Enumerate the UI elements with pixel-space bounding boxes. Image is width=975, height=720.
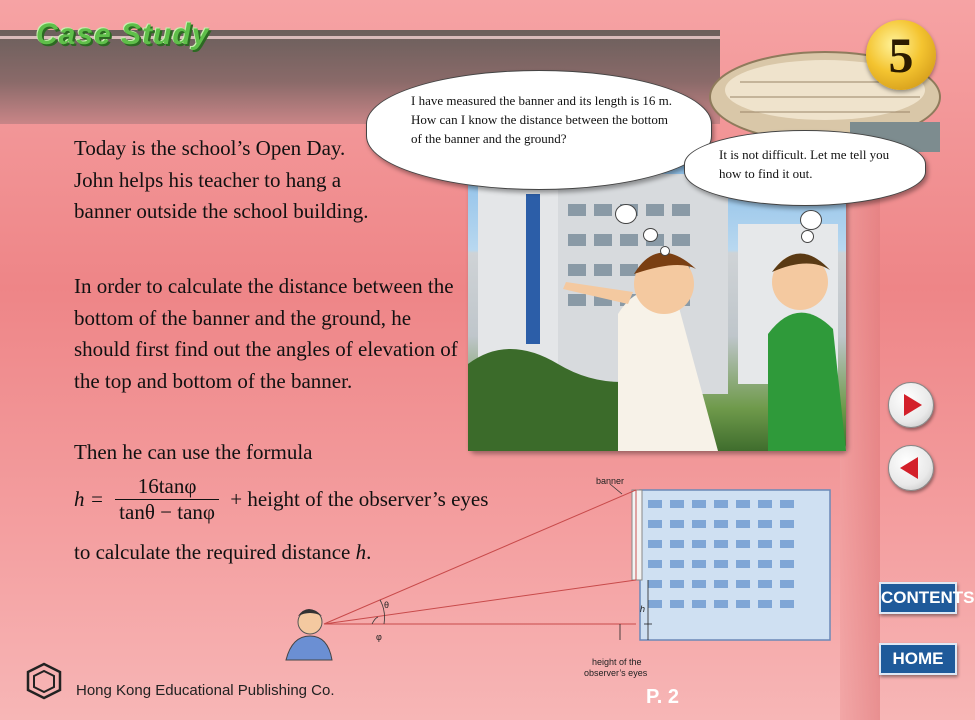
next-page-button[interactable] <box>888 382 934 428</box>
h-label: h <box>640 604 646 614</box>
conclusion-variable: h <box>355 540 367 564</box>
chapter-badge <box>866 20 936 90</box>
method-paragraph: In order to calculate the distance between the bottom of the banner and the ground, he should first find out the angles of elevation of the top and bottom of the banner. <box>74 274 458 393</box>
thought-dot <box>801 230 814 243</box>
publisher-name: Hong Kong Educational Publishing Co. <box>76 682 335 699</box>
previous-page-button[interactable] <box>888 445 934 491</box>
left-arrow-icon <box>889 446 933 490</box>
formula-suffix: + height of the observer’s eyes <box>230 487 489 511</box>
teacher-speech-text: It is not difficult. Let me tell you how to find it out. <box>719 147 890 181</box>
observer-figure <box>286 609 332 660</box>
thought-dot <box>800 210 822 230</box>
thought-dot <box>643 228 658 242</box>
teacher-speech-bubble <box>684 130 926 206</box>
contents-button[interactable]: CONTENTS <box>879 582 957 614</box>
school-photo <box>468 164 846 451</box>
formula-denominator: tanθ − tanφ <box>119 500 216 524</box>
thought-dot <box>660 246 670 256</box>
formula-lhs: h = <box>74 487 104 511</box>
intro-paragraph: Today is the school’s Open Day. John helps his teacher to hang a banner outside the school building. <box>74 136 369 223</box>
formula-numerator: 16tanφ <box>115 474 219 500</box>
publisher-logo <box>24 660 64 700</box>
john-speech-bubble <box>366 70 712 190</box>
phi-label: φ <box>376 632 382 642</box>
eyes-label-line1: height of the <box>592 657 642 667</box>
john-speech-text: I have measured the banner and its length is 16 m. How can I know the distance between the bottom of the banner and the ground? <box>411 93 673 146</box>
conclusion-text: to calculate the required distance <box>74 540 356 564</box>
thought-dot <box>615 204 637 224</box>
conclusion-period: . <box>366 540 372 564</box>
theta-label: θ <box>384 600 390 610</box>
page-number: P. 2 <box>646 686 679 708</box>
banner-label: banner <box>596 476 625 486</box>
chapter-number: 5 <box>888 27 914 83</box>
formula-intro: Then he can use the formula <box>74 440 313 464</box>
home-button[interactable]: HOME <box>879 643 957 675</box>
formula-fraction <box>115 474 219 525</box>
eyes-label-line2: observer’s eyes <box>584 668 648 678</box>
elevation-diagram <box>280 470 840 688</box>
page-title: Case Study <box>36 18 210 51</box>
right-arrow-icon <box>889 383 933 427</box>
side-strip <box>840 180 880 720</box>
